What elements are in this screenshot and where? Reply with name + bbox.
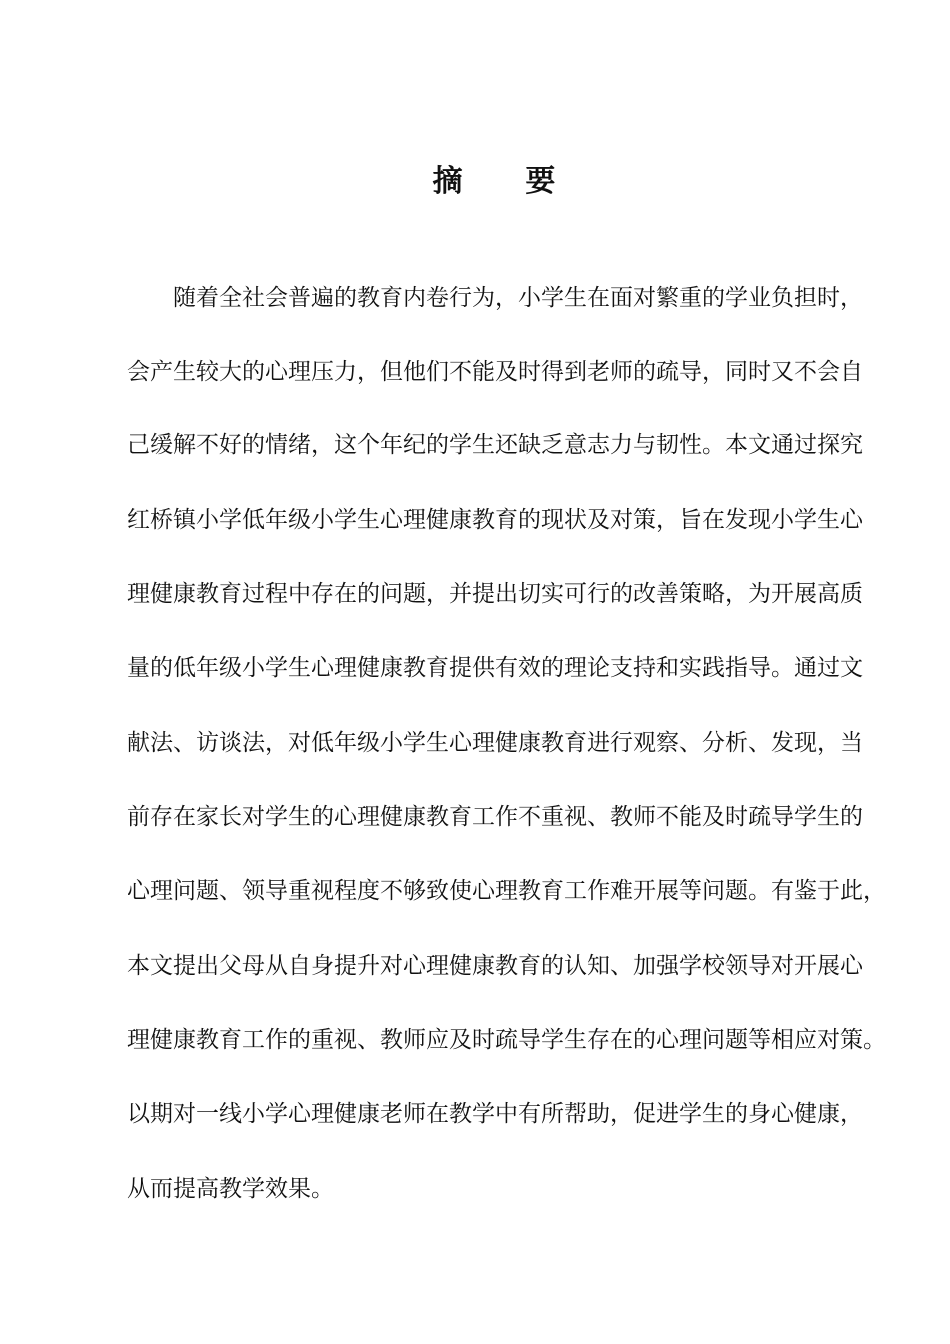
- abstract-title: 摘 要: [432, 164, 556, 199]
- abstract-line-1: 随着全社会普遍的教育内卷行为，小学生在面对繁重的学业负担时，: [173, 285, 863, 311]
- abstract-line-4: 红桥镇小学低年级小学生心理健康教育的现状及对策，旨在发现小学生心: [127, 507, 863, 533]
- abstract-line-6: 量的低年级小学生心理健康教育提供有效的理论支持和实践指导。通过文: [127, 655, 863, 681]
- abstract-line-9: 心理问题、领导重视程度不够致使心理教育工作难开展等问题。有鉴于此，: [127, 878, 886, 904]
- abstract-line-2: 会产生较大的心理压力，但他们不能及时得到老师的疏导，同时又不会自: [127, 359, 863, 385]
- abstract-line-13: 从而提高教学效果。: [127, 1176, 334, 1202]
- abstract-line-11: 理健康教育工作的重视、教师应及时疏导学生存在的心理问题等相应对策。: [127, 1027, 886, 1053]
- abstract-line-8: 前存在家长对学生的心理健康教育工作不重视、教师不能及时疏导学生的: [127, 804, 863, 830]
- abstract-line-12: 以期对一线小学心理健康老师在教学中有所帮助，促进学生的身心健康，: [127, 1101, 863, 1127]
- abstract-line-5: 理健康教育过程中存在的问题，并提出切实可行的改善策略，为开展高质: [127, 581, 863, 607]
- abstract-line-10: 本文提出父母从自身提升对心理健康教育的认知、加强学校领导对开展心: [127, 953, 863, 979]
- abstract-line-7: 献法、访谈法，对低年级小学生心理健康教育进行观察、分析、发现，当: [127, 730, 863, 756]
- abstract-line-3: 己缓解不好的情绪，这个年纪的学生还缺乏意志力与韧性。本文通过探究: [127, 432, 863, 458]
